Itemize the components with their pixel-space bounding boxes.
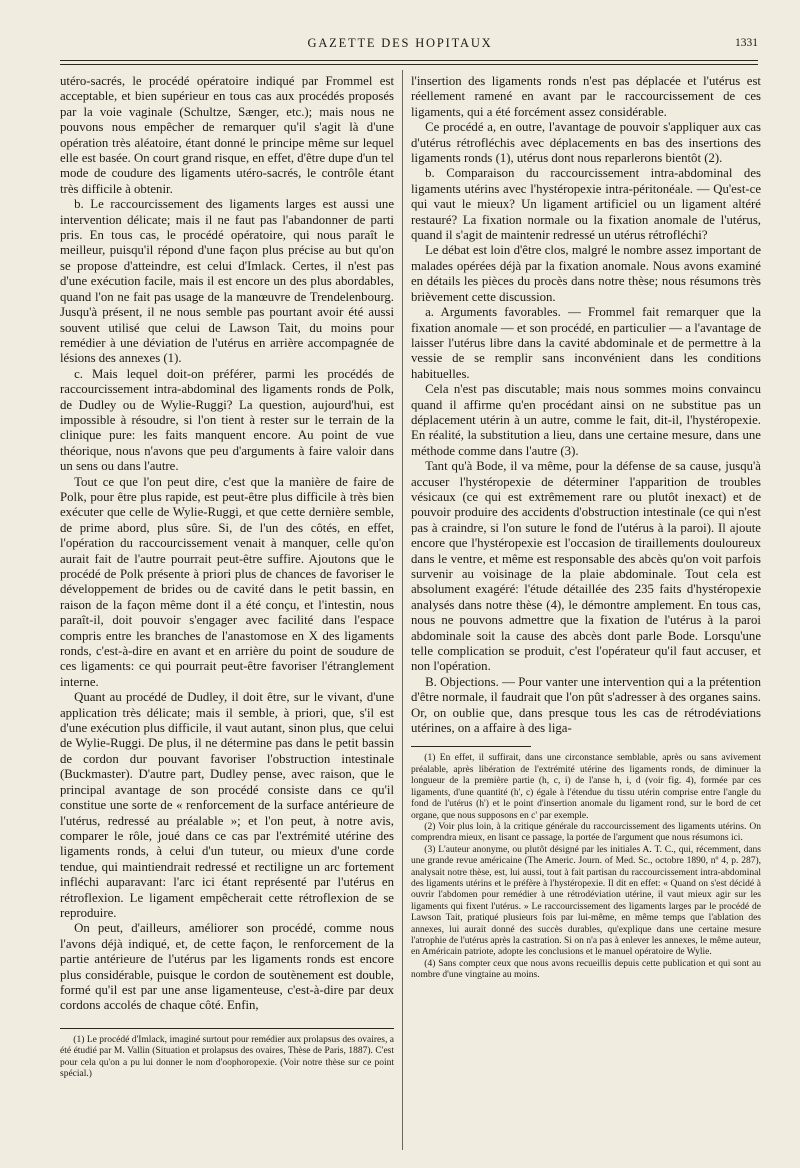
page-number: 1331	[735, 37, 758, 49]
column-divider	[402, 70, 403, 1150]
paragraph: Tant qu'à Bode, il va même, pour la défense de sa cause, jusqu'à accuser l'hystéropexie de déterminer l'apparition de troubles vésicaux (ce qui est extrêmement rare ou plutôt inexact) et de pouvoir produire des accidents d'obstruction intestinale (ce qui n'est pas à craindre, si l'on suture le fond de l'utérus à la paroi). Il ajoute encore que l'hystéropexie est l'occasion de tiraillements douloureux dans le ventre, et même est responsable des abcès qu'on voit parfois survenir au voisinage de la plaie abdominale. Tout cela est absolument exagéré: l'étude détaillée des 235 faits d'hystéropexie analysés dans notre thèse (4), le démontre amplement. En tous cas, nous ne pouvons admettre que la fixation de l'utérus à la paroi abdominale soit la cause des abcès dont parle Bode. Lorsqu'une telle complication se produit, c'est l'opérateur qu'il faut accuser, et non l'opération.	[411, 459, 761, 674]
paragraph: utéro-sacrés, le procédé opératoire indiqué par Frommel est acceptable, et bien supérieur en tous cas aux procédés proposés par la voie vaginale (Schultze, Sænger, etc.); mais nous ne pouvons nous empêcher de remarquer qu'il s'agit là d'une opération très aléatoire, étant donné le principe même sur lequel elle est basée. On court grand risque, en effet, d'être dupe d'un tel mode de coudure des ligaments utéro-sacrés, le contrôle étant très difficile à obtenir.	[60, 74, 394, 196]
left-column	[60, 74, 394, 1080]
footnote: (4) Sans compter ceux que nous avons recueillis depuis cette publication et qui sont au nombre d'une vingtaine au moins.	[411, 958, 761, 981]
paragraph: Le débat est loin d'être clos, malgré le nombre assez important de malades opérées déjà par la fixation anomale. Nous avons examiné en détails les pièces du procès dans notre thèse; nous résumons très brièvement cette discussion.	[411, 243, 761, 304]
paragraph: l'insertion des ligaments ronds n'est pas déplacée et l'utérus est réellement ramené en avant par le raccourcissement de ces ligaments, qui a été forcément assez considérable.	[411, 74, 761, 119]
paragraph: Ce procédé a, en outre, l'avantage de pouvoir s'appliquer aux cas d'utérus rétrofléchis avec déplacements en bas des insertions des ligaments ronds (1), utérus dont nous reparlerons bientôt (2).	[411, 120, 761, 166]
page-header	[0, 36, 800, 56]
header-rule-thin	[60, 64, 758, 65]
paragraph: b. Comparaison du raccourcissement intra-abdominal des ligaments utérins avec l'hystéropexie intra-péritonéale. — Qu'est-ce qui vaut le mieux? Un ligament artificiel ou un ligament altéré restauré? La fixation normale ou la fixation anomale de l'utérus, quand il s'agit de maintenir redressé un utérus rétrofléchi?	[411, 166, 761, 243]
footnote: (3) L'auteur anonyme, ou plutôt désigné par les initiales A. T. C., qui, récemment, dans une grande revue américaine (The Americ. Journ. of Med. Sc., octobre 1890, nº 4, p. 287), analysait notre thèse, est, lui aussi, tout à fait partisan du raccourcissement intra-abdominal des ligaments utérins et le préfère à l'hystéropexie. Il dit en effet: « Quand on s'est décidé à ouvrir l'abdomen pour remédier à une rétrodéviation utérine, il vaut mieux agir sur les ligaments qui fixent l'utérus. » Le raccourcissement des ligaments larges par le procédé de Lawson Tait, pratiqué plusieurs fois par lui-même, en même temps que l'ablation des annexes, lui aurait donné des succès durables, qu'explique dans une certaine mesure l'atrophie de l'utérus après la castration. Si on n'a pas à enlever les annexes, le même auteur, en Américain patriote, adopte les conclusions et le manuel opératoire de Wylie.	[411, 844, 761, 958]
footnote-rule	[411, 746, 531, 747]
journal-title: GAZETTE DES HOPITAUX	[307, 36, 493, 50]
footnote: (2) Voir plus loin, à la critique générale du raccourcissement des ligaments utérins. On comprendra mieux, en lisant ce passage, la portée de l'argument que nous résumons ici.	[411, 821, 761, 844]
footnote: (1) En effet, il suffirait, dans une circonstance semblable, après ou sans avivement préalable, après libération de l'extrémité utérine des ligaments ronds, de diminuer la longueur de la première partie (h, c, i) de l'anse h, i, d (voir fig. 4), formée par ces ligaments, d'une quantité (h', c) égale à l'étendue du tissu utérin comprise entre l'angle du fond de l'utérus (h') et le point d'insertion anomale du ligament rond, sur le bord de cet organe, que nous supposons en c' par exemple.	[411, 753, 761, 821]
paragraph: c. Mais lequel doit-on préférer, parmi les procédés de raccourcissement intra-abdominal des ligaments ronds de Polk, de Dudley ou de Wylie-Ruggi? La question, aujourd'hui, est impossible à résoudre, si l'on tient à rester sur le terrain de la clinique pure: les faits manquent encore. Au point de vue théorique, nous n'avons que peu d'arguments à faire valoir dans un sens ou dans l'autre.	[60, 366, 394, 474]
header-rule	[60, 60, 758, 61]
paragraph: Tout ce que l'on peut dire, c'est que la manière de faire de Polk, pour être plus rapide, est peut-être plus difficile à très bien exécuter que celle de Wylie-Ruggi, et que cette dernière semble, de prime abord, plus sûre. Si, de l'un des côtés, en effet, l'opération du raccourcissement venait à manquer, celle qu'on aurait fait de l'autre pourrait peut-être suffire. Ajoutons que le procédé de Polk présente à priori plus de chances de favoriser le développement de brides ou de cavité dans le petit bassin, en raison de la façon même dont il a été conçu, et l'intestin, nous paraît-il, doit pouvoir s'engager avec facilité dans l'espace compris entre les branches de l'anastomose en X des ligaments ronds, c'est-à-dire en avant et en arrière du point de soudure de ces ligaments: ce qui pourrait peut-être favoriser l'étranglement interne.	[60, 474, 394, 689]
paragraph: Quant au procédé de Dudley, il doit être, sur le vivant, d'une application très délicate; mais il semble, à priori, que, s'il est d'une exécution plus difficile, il vaut autant, sinon plus, que celui de Wylie-Ruggi. De plus, il ne détermine pas dans le petit bassin de cordon dur pouvant favoriser l'obstruction intestinale (Buckmaster). D'autre part, Dudley pense, avec raison, que le principal avantage de son procédé consiste dans ce qu'il constitue une sorte de « renforcement de la surface antérieure de l'utérus, redressé au préalable »; et l'on peut, à notre avis, comparer le rôle, joué dans ce cas par l'extrémité utérine des ligaments ronds, à celui d'un tuteur, ou mieux d'une corde tendue, qui maintiendrait redressé et rectiligne un arc fortement infléchi auparavant: l'arc ici étant représenté par l'utérus en rétroflexion. Le ligament empêcherait cette rétroflexion de se reproduire.	[60, 690, 394, 920]
paragraph: b. Le raccourcissement des ligaments larges est aussi une intervention délicate; mais il ne faut pas l'abandonner de parti pris. En tous cas, le procédé opératoire, qui nous paraît le meilleur, puisqu'il répond d'une façon plus précise au but qu'on se propose d'atteindre, est celui d'Imlack. Certes, il n'est pas d'une exécution facile, mais il est encore un des plus abordables, quand l'on ne fait pas usage de la manœuvre de Trendelenbourg. Jusqu'à présent, il ne nous semble pas pourtant avoir été aussi souvent utilisé que celui de Lawson Tait, du moins pour remédier à une déviation de l'utérus en arrière accompagnée de lésions des annexes (1).	[60, 197, 394, 366]
right-column	[411, 74, 761, 982]
paragraph: Cela n'est pas discutable; mais nous sommes moins convaincu quand il affirme qu'en procédant ainsi on ne substitue pas un déplacement utérin à un autre, comme le fait, dit-il, l'hystéropexie. En réalité, la substitution a lieu, dans une certaine mesure, dans une méthode comme dans l'autre (3).	[411, 382, 761, 458]
paragraph: B. Objections. — Pour vanter une intervention qui a la prétention d'être normale, il faudrait que l'on pût s'adresser à des organes sains. Or, on oublie que, dans presque tous les cas de rétrodéviations utérines, on a affaire à des liga-	[411, 674, 761, 736]
footnote: (1) Le procédé d'Imlack, imaginé surtout pour remédier aux prolapsus des ovaires, a été étudié par M. Vallin (Situation et prolapsus des ovaires, Thèse de Paris, 1887). C'est pour cela qu'on a pu lui donner le nom d'oophoropexie. (Voir notre thèse sur ce point spécial.)	[60, 1034, 394, 1079]
paragraph: On peut, d'ailleurs, améliorer son procédé, comme nous l'avons déjà indiqué, et, de cette façon, le renforcement de la partie antérieure de l'utérus par les ligaments ronds est encore plus considérable, puisque le cordon de soutènement est double, formé qu'il est par une anse ligamenteuse, c'est-à-dire par deux cordons accolés de chaque côté. Enfin,	[60, 921, 394, 1013]
paragraph: a. Arguments favorables. — Frommel fait remarquer que la fixation anomale — et son procédé, en particulier — a l'avantage de laisser l'utérus libre dans la cavité abdominale et de permettre à la vessie de se remplir sans inconvénient dans les conditions habituelles.	[411, 305, 761, 381]
footnote-rule	[60, 1028, 394, 1029]
